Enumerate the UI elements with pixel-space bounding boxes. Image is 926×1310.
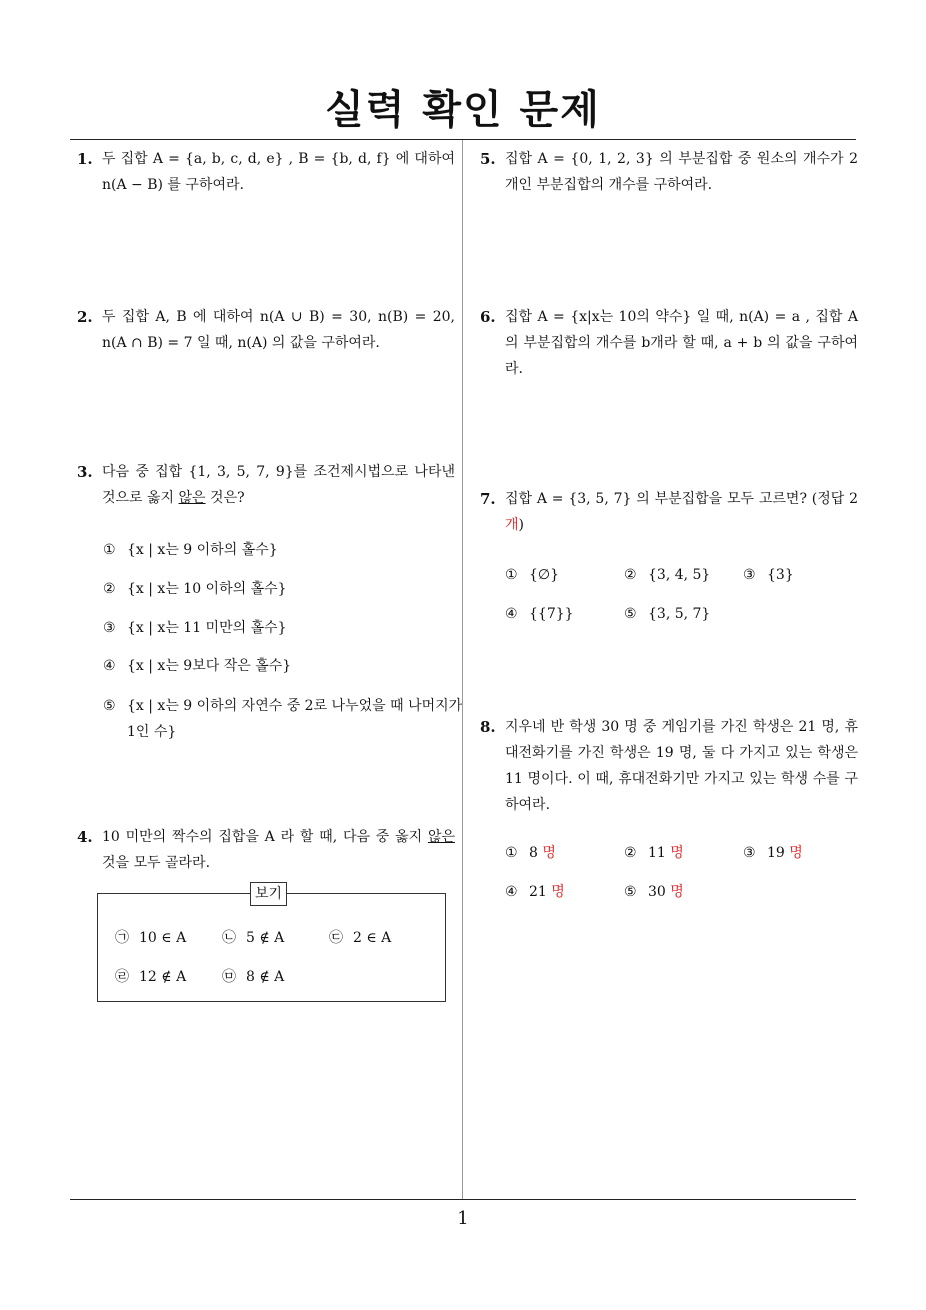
bottom-rule: [70, 1199, 856, 1200]
choice-5[interactable]: [624, 881, 684, 903]
choice-text: {x | x는 9 이하의 자연수 중 2로 나누었을 때 나머지가 1인 수}: [127, 698, 463, 740]
choice-text: {x | x는 10 이하의 홀수}: [127, 581, 287, 597]
example-box-title: 보기: [250, 882, 287, 906]
question-7: [480, 486, 858, 538]
question-number: 2.: [77, 308, 93, 326]
choice-value: 30: [648, 884, 666, 900]
question-text: 집합 A = {3, 5, 7} 의 부분집합을 모두 고르면? (정답 2 개): [505, 491, 858, 533]
question-text: 두 집합 A = {a, b, c, d, e} , B = {b, d, f} 에 대하여 n(A − B) 를 구하여라.: [102, 151, 455, 193]
choice-1[interactable]: [505, 564, 559, 586]
choice-1[interactable]: [103, 539, 278, 561]
box-item: ㉣ 12 ∉ A: [115, 969, 187, 985]
choice-2[interactable]: [624, 564, 710, 586]
choice-text: {{7}}: [529, 606, 574, 622]
question-2: [77, 304, 455, 356]
choice-mark: ⑤: [624, 884, 637, 900]
choice-4[interactable]: [505, 603, 574, 625]
choice-4[interactable]: [103, 655, 291, 677]
choice-value: 8: [529, 845, 538, 861]
box-item: ㉠ 10 ∈ A: [115, 930, 187, 946]
question-6: [480, 304, 858, 382]
question-8: [480, 714, 858, 818]
column-divider: [462, 140, 463, 1200]
choice-3[interactable]: [103, 617, 287, 639]
choice-unit: 명: [670, 884, 684, 900]
choice-mark: ④: [505, 606, 518, 622]
choice-2[interactable]: [103, 578, 287, 600]
choice-mark: ①: [103, 542, 116, 558]
choice-unit: 명: [542, 845, 556, 861]
choice-text: {x | x는 9 이하의 홀수}: [127, 542, 278, 558]
choice-text: {3}: [767, 567, 794, 583]
question-text: 집합 A = {x|x는 10의 약수} 일 때, n(A) = a , 집합 A 의 부분집합의 개수를 b개라 할 때, a + b 의 값을 구하여라.: [505, 309, 858, 377]
underlined-word: 않은: [427, 829, 455, 845]
question-number: 7.: [480, 490, 496, 508]
choice-text: {x | x는 9보다 작은 홀수}: [127, 658, 292, 674]
choice-value: 11: [648, 845, 666, 861]
choice-mark: ③: [743, 845, 756, 861]
box-item: ㉤ 8 ∉ A: [222, 969, 285, 985]
question-text: 집합 A = {0, 1, 2, 3} 의 부분집합 중 원소의 개수가 2 개인 부분집합의 개수를 구하여라.: [505, 151, 858, 193]
question-5: [480, 146, 858, 198]
question-text: 지우네 반 학생 30 명 중 게임기를 가진 학생은 21 명, 휴대전화기를 가진 학생은 19 명, 둘 다 가지고 있는 학생은 11 명이다. 이 때, 휴대전화기만 가지고 있는 학생 수를 구하여라.: [505, 719, 858, 813]
question-number: 3.: [77, 463, 93, 481]
choice-3[interactable]: [743, 842, 803, 864]
highlight-red: 개: [505, 517, 519, 533]
choice-text: {∅}: [529, 567, 560, 583]
question-text: 10 미만의 짝수의 집합을 A 라 할 때, 다음 중 옳지 않은 것을 모두 골라라.: [102, 829, 455, 871]
choice-2[interactable]: [624, 842, 684, 864]
choice-mark: ⑤: [103, 698, 116, 714]
question-3: [77, 459, 455, 511]
choice-mark: ②: [103, 581, 116, 597]
question-number: 6.: [480, 308, 496, 326]
question-text: 다음 중 집합 {1, 3, 5, 7, 9}를 조건제시법으로 나타낸 것으로 옳지 않은 것은?: [102, 464, 455, 506]
choice-5[interactable]: [624, 603, 710, 625]
question-number: 1.: [77, 150, 93, 168]
choice-text: {x | x는 11 미만의 홀수}: [127, 620, 287, 636]
choice-mark: ⑤: [624, 606, 637, 622]
box-item: ㉡ 5 ∉ A: [222, 930, 285, 946]
choice-mark: ①: [505, 845, 518, 861]
choice-3[interactable]: [743, 564, 794, 586]
choice-value: 19: [767, 845, 785, 861]
choice-mark: ③: [743, 567, 756, 583]
box-item: ㉢ 2 ∈ A: [329, 930, 392, 946]
underlined-word: 않은: [178, 490, 206, 506]
question-4: [77, 824, 455, 876]
choice-mark: ④: [505, 884, 518, 900]
question-number: 4.: [77, 828, 93, 846]
choice-text: {3, 5, 7}: [648, 606, 711, 622]
choice-mark: ①: [505, 567, 518, 583]
choice-1[interactable]: [505, 842, 556, 864]
choice-unit: 명: [670, 845, 684, 861]
page-number: 1: [457, 1208, 469, 1229]
top-rule: [70, 139, 856, 140]
choice-mark: ③: [103, 620, 116, 636]
page-title: 실력 확인 문제: [325, 87, 601, 133]
choice-unit: 명: [551, 884, 565, 900]
choice-mark: ④: [103, 658, 116, 674]
choice-text: {3, 4, 5}: [648, 567, 711, 583]
question-text: 두 집합 A, B 에 대하여 n(A ∪ B) = 30, n(B) = 20, n(A ∩ B) = 7 일 때, n(A) 의 값을 구하여라.: [102, 309, 455, 351]
choice-mark: ②: [624, 567, 637, 583]
choice-mark: ②: [624, 845, 637, 861]
question-1: [77, 146, 455, 198]
choice-4[interactable]: [505, 881, 565, 903]
choice-5[interactable]: [103, 693, 467, 745]
choice-value: 21: [529, 884, 547, 900]
choice-unit: 명: [789, 845, 803, 861]
question-number: 8.: [480, 718, 496, 736]
question-number: 5.: [480, 150, 496, 168]
